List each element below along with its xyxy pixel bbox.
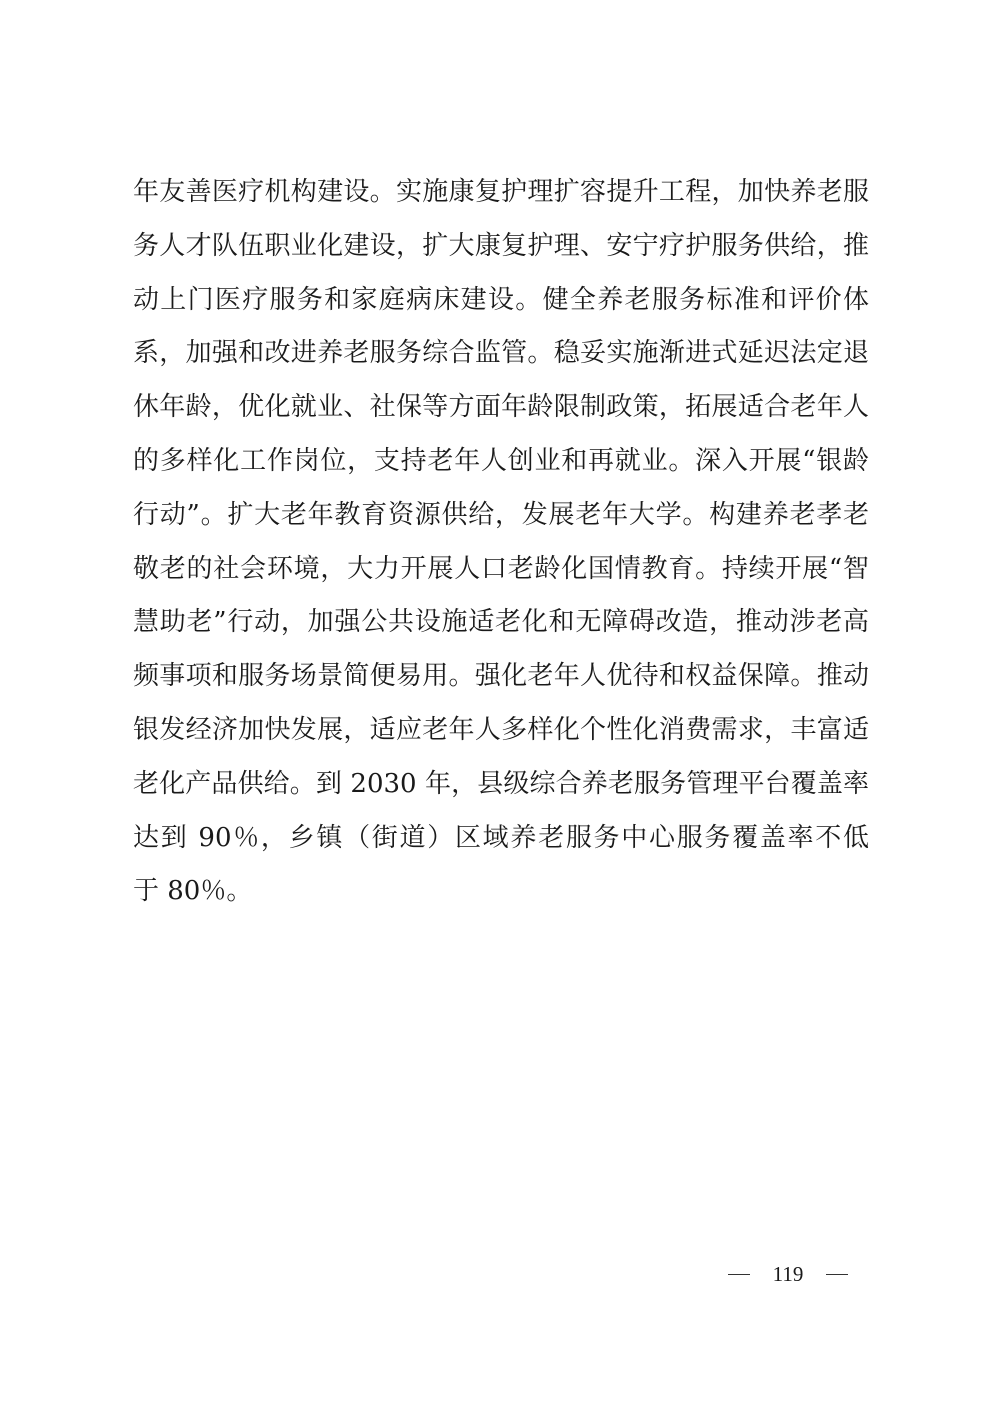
page-number: 119 bbox=[772, 1262, 804, 1286]
text-line: 休年龄，优化就业、社保等方面年龄限制政策，拓展适合老年人 bbox=[133, 392, 869, 423]
text-line: 慧助老”行动，加强公共设施适老化和无障碍改造，推动涉老高 bbox=[133, 607, 869, 638]
text-line: 达到 90％，乡镇（街道）区域养老服务中心服务覆盖率不低 bbox=[133, 822, 869, 853]
text-line: 频事项和服务场景简便易用。强化老年人优待和权益保障。推动 bbox=[133, 661, 869, 692]
text-line: 银发经济加快发展，适应老年人多样化个性化消费需求，丰富适 bbox=[133, 714, 869, 745]
left-dash bbox=[728, 1274, 750, 1275]
text-line: 年友善医疗机构建设。实施康复护理扩容提升工程，加快养老服 bbox=[133, 177, 869, 207]
text-line: 行动”。扩大老年教育资源供给，发展老年大学。构建养老孝老 bbox=[133, 499, 869, 530]
text-line: 动上门医疗服务和家庭病床建设。健全养老服务标准和评价体 bbox=[133, 284, 869, 315]
text-line: 的多样化工作岗位，支持老年人创业和再就业。深入开展“银龄 bbox=[133, 445, 869, 476]
right-dash bbox=[826, 1274, 848, 1275]
text-line: 敬老的社会环境，大力开展人口老龄化国情教育。持续开展“智 bbox=[133, 553, 869, 584]
body-paragraph bbox=[133, 166, 869, 919]
text-line-last: 于 80％。 bbox=[133, 876, 253, 907]
text-line: 系，加强和改进养老服务综合监管。稳妥实施渐进式延迟法定退 bbox=[133, 338, 869, 369]
text-line: 老化产品供给。到 2030 年，县级综合养老服务管理平台覆盖率 bbox=[133, 768, 869, 799]
text-line: 务人才队伍职业化建设，扩大康复护理、安宁疗护服务供给，推 bbox=[133, 230, 869, 261]
page-footer bbox=[728, 1262, 848, 1286]
